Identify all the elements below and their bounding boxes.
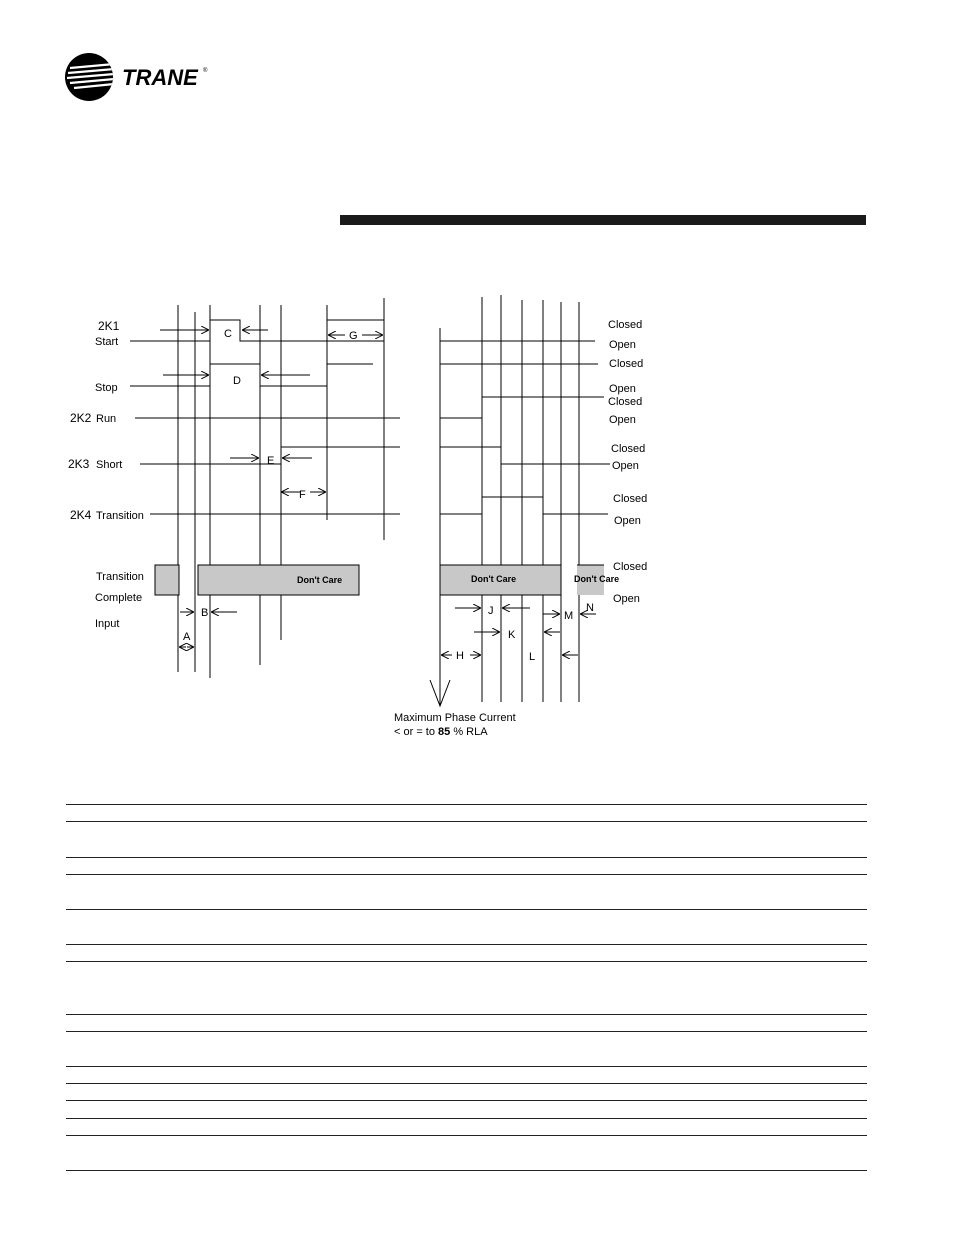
label-2k4: 2K4	[70, 508, 92, 522]
dont-care-label-right-2: Don't Care	[574, 574, 620, 584]
table-rule	[66, 857, 867, 858]
label-short: Short	[96, 459, 123, 471]
table-rule	[66, 821, 867, 822]
label-transition-complete-3: Input	[95, 618, 120, 630]
label-transition-complete-2: Complete	[95, 592, 143, 604]
interval-label-g: G	[349, 330, 358, 342]
table-rule	[66, 1100, 867, 1101]
state-open-start: Open	[609, 339, 636, 351]
label-transition-complete-1: Transition	[96, 571, 144, 583]
state-closed-stop: Closed	[609, 358, 644, 370]
interval-label-a: A	[183, 631, 191, 643]
interval-label-c: C	[224, 328, 232, 340]
interval-label-b: B	[201, 607, 209, 619]
label-run: Run	[96, 413, 117, 425]
state-closed-complete: Closed	[613, 561, 648, 573]
table-rule	[66, 961, 867, 962]
table-rule	[66, 804, 867, 805]
interval-label-k: K	[508, 629, 516, 641]
label-2k1: 2K1	[98, 319, 120, 333]
table-rule	[66, 1135, 867, 1136]
state-closed-start: Closed	[608, 319, 643, 331]
state-open-short: Open	[612, 460, 639, 472]
interval-label-j: J	[488, 605, 494, 617]
interval-label-e: E	[267, 455, 275, 467]
dont-care-label-left: Don't Care	[297, 575, 343, 585]
label-stop: Stop	[95, 382, 118, 394]
interval-label-d: D	[233, 375, 241, 387]
table-rule	[66, 1118, 867, 1119]
brand-name: TRANE	[122, 65, 198, 90]
state-open-complete: Open	[613, 593, 640, 605]
table-rule	[66, 1170, 867, 1171]
table-rule	[66, 1031, 867, 1032]
max-phase-current-note: Maximum Phase Current	[394, 712, 516, 724]
table-rule	[66, 909, 867, 910]
state-open-run: Open	[609, 414, 636, 426]
interval-label-l: L	[529, 651, 536, 663]
interval-label-n: N	[586, 602, 594, 614]
table-rule	[66, 1066, 867, 1067]
state-closed-short: Closed	[611, 443, 646, 455]
timing-table	[66, 0, 867, 1235]
max-phase-current-threshold: < or = to 85 % RLA	[394, 726, 488, 738]
label-transition: Transition	[96, 510, 144, 522]
state-closed-run: Closed	[608, 396, 643, 408]
state-closed-transition: Closed	[613, 493, 648, 505]
label-2k2: 2K2	[70, 411, 92, 425]
registered-mark: ®	[203, 68, 208, 74]
table-rule	[66, 944, 867, 945]
dont-care-label-right: Don't Care	[471, 574, 517, 584]
state-open-transition: Open	[614, 515, 641, 527]
table-rule	[66, 1083, 867, 1084]
interval-label-h: H	[456, 650, 464, 662]
interval-label-m: M	[564, 610, 574, 622]
state-open-stop: Open	[609, 383, 636, 395]
interval-label-f: F	[299, 489, 306, 501]
label-2k3: 2K3	[68, 457, 90, 471]
table-rule	[66, 1014, 867, 1015]
table-rule	[66, 874, 867, 875]
label-start: Start	[95, 336, 119, 348]
